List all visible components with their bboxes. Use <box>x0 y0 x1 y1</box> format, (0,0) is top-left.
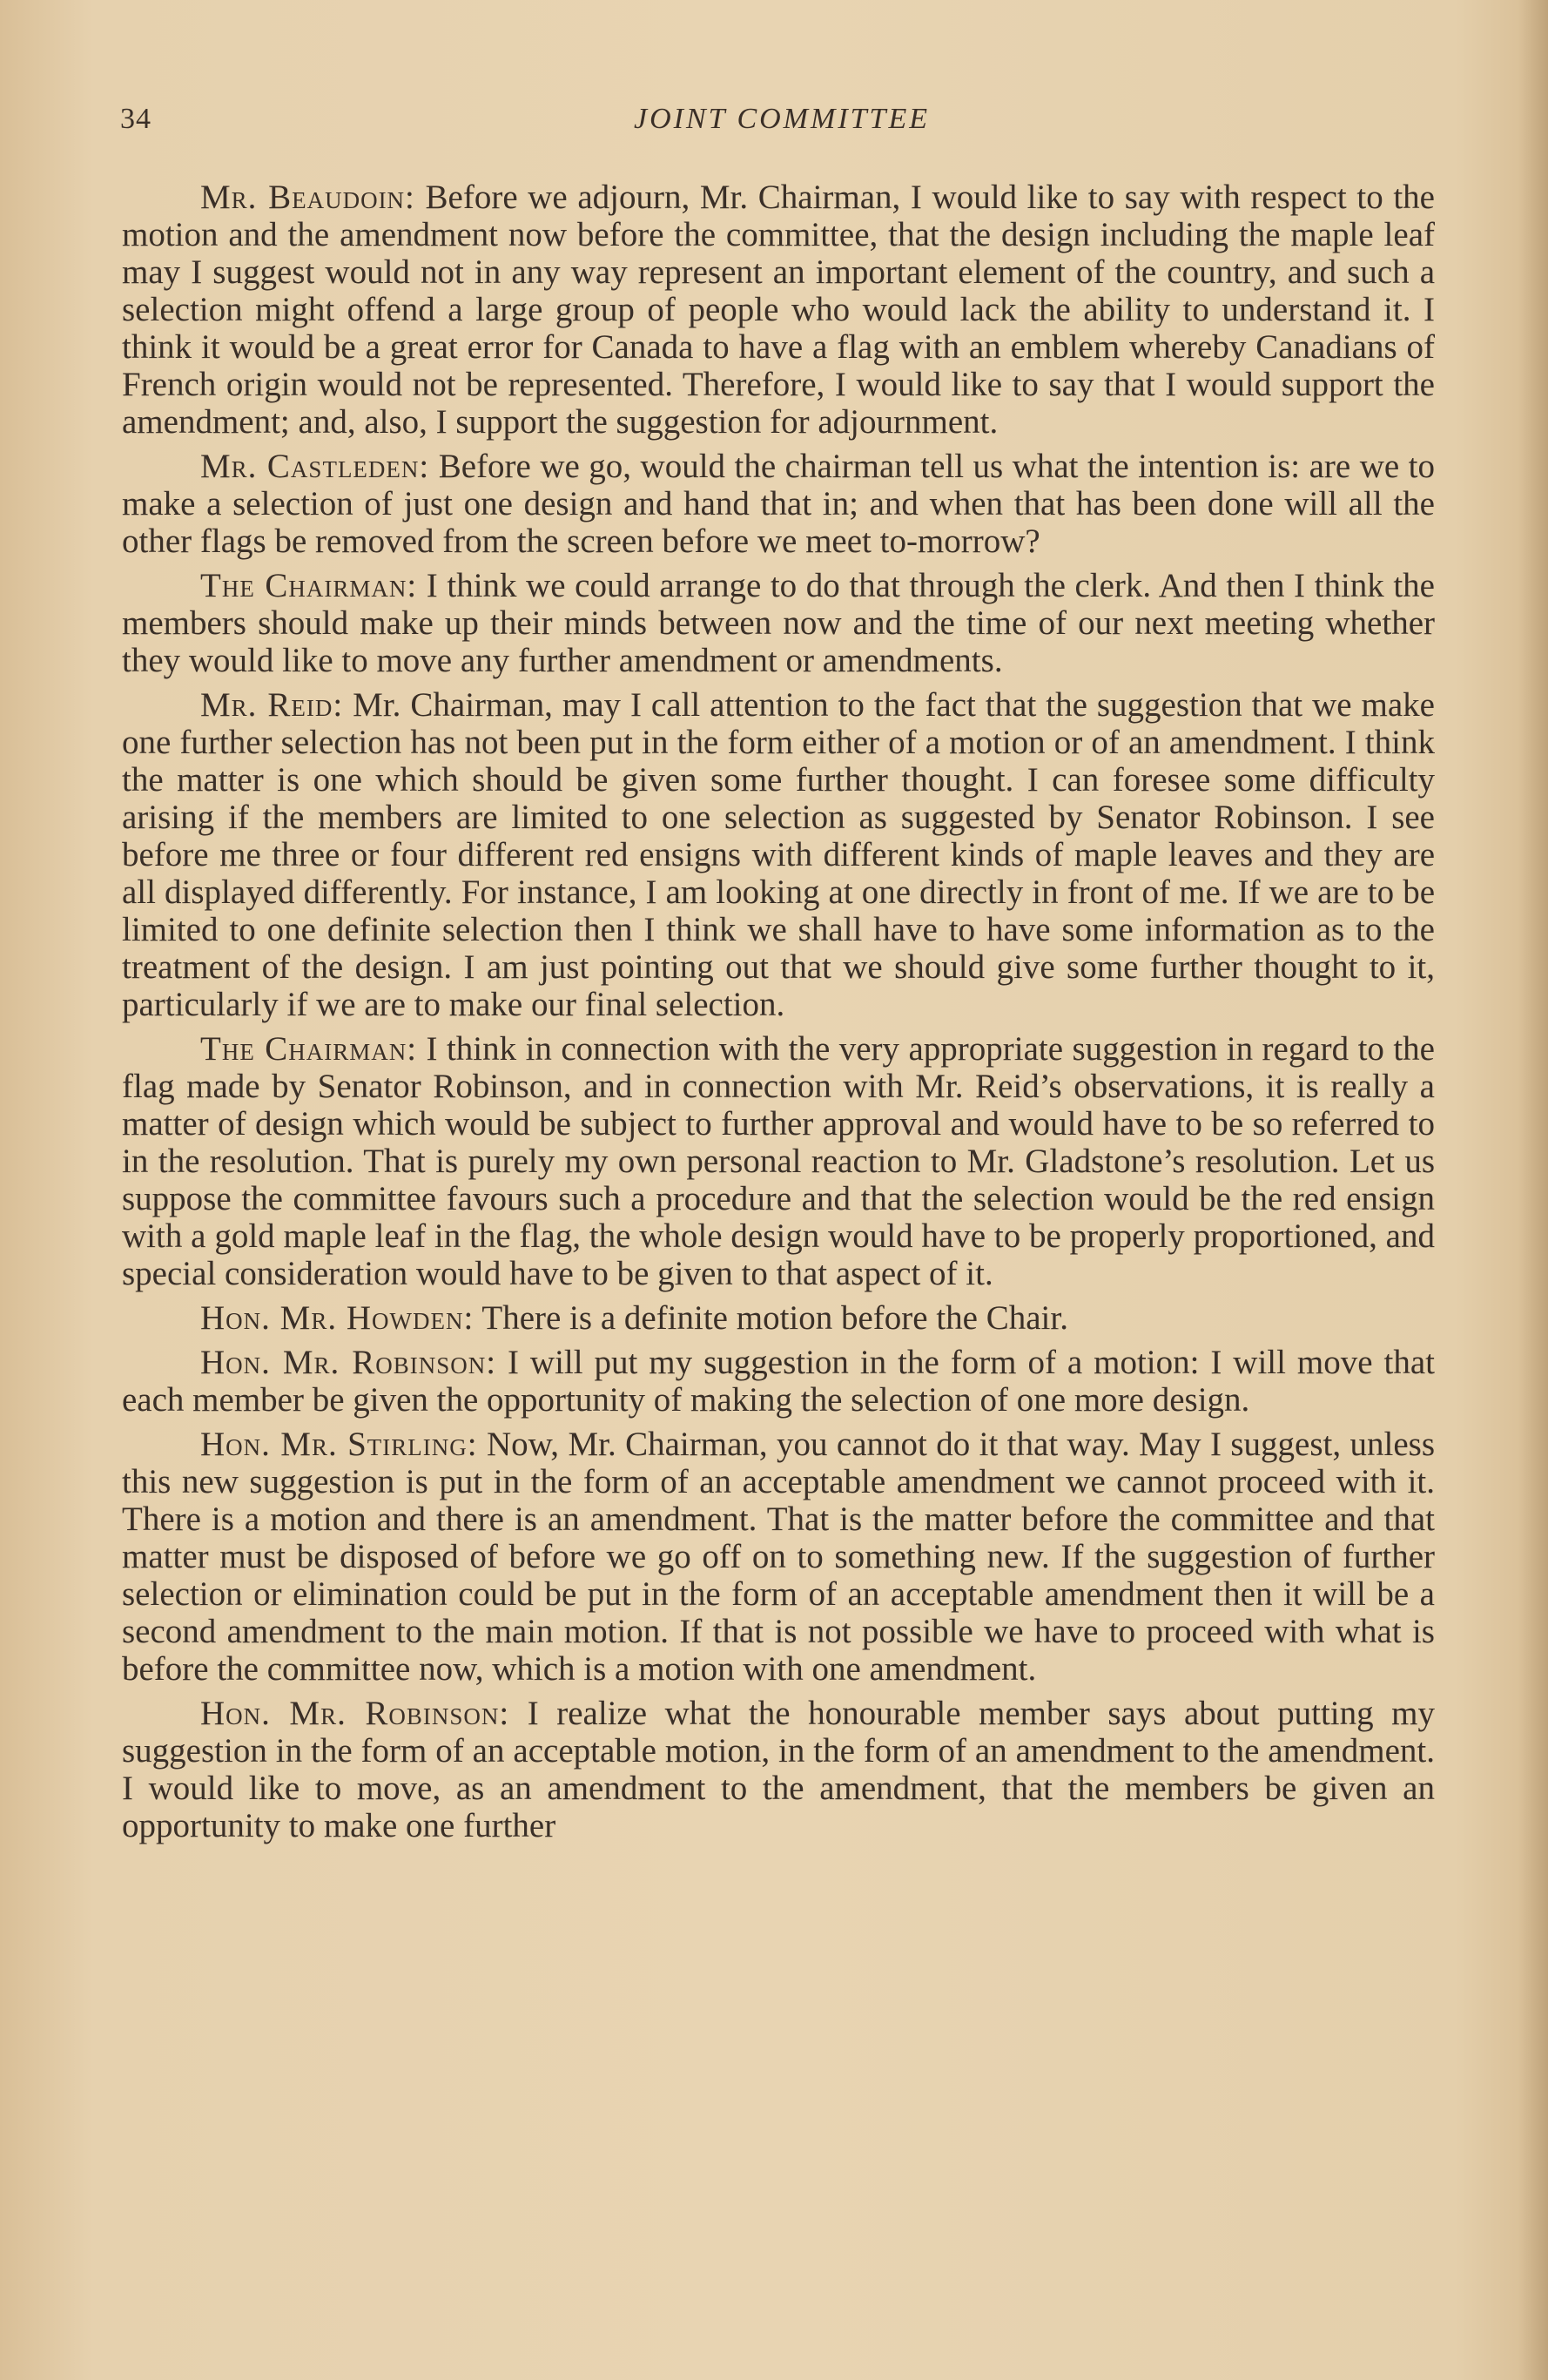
paragraph-text: I realize what the honourable member says about putting my suggestion in the form of an acceptable motion, in the form of an amendment to the amendment. I would like to move, as an amendment to the amendment, that the members be given an opportunity to make one further <box>122 1695 1435 1844</box>
speaker-name: Mr. Beaudoin: <box>200 179 415 216</box>
paragraph <box>122 686 1435 1023</box>
page-edge-shadow <box>1518 0 1548 2380</box>
paragraph-text: I think we could arrange to do that through the clerk. And then I think the members should make up their minds between now and the time of our next meeting whether they would like to move any further amendment or amendments. <box>122 567 1435 679</box>
paragraph-text: I think in connection with the very appropriate suggestion in regard to the flag made by Senator Robinson, and in connection with Mr. Reid’s observations, it is really a matter of design which would be subject to further approval and would have to be so referred to in the resolution. That is purely my own personal reaction to Mr. Gladstone’s resolution. Let us suppose the committee favours such a procedure and that the selection would be the red ensign with a gold maple leaf in the flag, the whole design would have to be properly proportioned, and special consideration would have to be given to that aspect of it. <box>122 1030 1435 1292</box>
paragraph-text: Mr. Chairman, may I call attention to the fact that the suggestion that we make one further selection has not been put in the form either of a motion or of an amendment. I think the matter is one which should be given some further thought. I can foresee some difficulty arising if the members are limited to one selection as suggested by Senator Robinson. I see before me three or four different red ensigns with different kinds of maple leaves and they are all displayed differently. For instance, I am looking at one directly in front of me. If we are to be limited to one definite selection then I think we shall have to have some information as to the treatment of the design. I am just pointing out that we should give some further thought to it, particularly if we are to make our final selection. <box>122 686 1435 1023</box>
speaker-name: The Chairman: <box>200 567 418 604</box>
speaker-name: Mr. Castleden: <box>200 448 430 485</box>
paragraph <box>122 1426 1435 1688</box>
paragraph-text: There is a definite motion before the Chair. <box>474 1299 1068 1337</box>
speaker-name: Hon. Mr. Robinson: <box>200 1695 510 1732</box>
paragraph <box>122 1344 1435 1419</box>
paragraph-text: Before we go, would the chairman tell us what the intention is: are we to make a selection of just one design and hand that in; and when that has been done will all the other flags be removed from the screen before we meet to-morrow? <box>122 448 1435 560</box>
page-header <box>120 103 1444 155</box>
paragraph <box>122 1030 1435 1292</box>
paragraph <box>122 1695 1435 1844</box>
paragraph-text: Now, Mr. Chairman, you cannot do it that way. May I suggest, unless this new suggestion is put in the form of an acceptable amendment we cannot proceed with it. There is a motion and there is an amendment. That is the matter before the committee and that matter must be disposed of before we go off on to something new. If the suggestion of further selection or elimination could be put in the form of an acceptable amendment then it will be a second amendment to the main motion. If that is not possible we have to proceed with what is before the committee now, which is a motion with one amendment. <box>122 1426 1435 1688</box>
paragraph <box>122 567 1435 679</box>
paragraph-text: Before we adjourn, Mr. Chairman, I would like to say with respect to the motion and the amendment now before the committee, that the design including the maple leaf may I suggest would not in any way represent an important element of the country, and such a selection might offend a large group of people who would lack the ability to understand it. I think it would be a great error for Canada to have a flag with an emblem whereby Canadians of French origin would not be represented. Therefore, I would like to say that I would support the amendment; and, also, I support the suggestion for adjournment. <box>122 179 1435 441</box>
speaker-name: The Chairman: <box>200 1030 418 1068</box>
transcript-body <box>122 179 1435 1851</box>
paragraph <box>122 179 1435 441</box>
speaker-name: Hon. Mr. Robinson: <box>200 1344 497 1381</box>
paragraph <box>122 1299 1435 1337</box>
speaker-name: Hon. Mr. Stirling: <box>200 1426 478 1463</box>
page-number: 34 <box>120 103 151 135</box>
speaker-name: Mr. Reid: <box>200 686 344 724</box>
speaker-name: Hon. Mr. Howden: <box>200 1299 474 1337</box>
paragraph <box>122 448 1435 560</box>
paragraph-text: I will put my suggestion in the form of a motion: I will move that each member be given the opportunity of making the selection of one more design. <box>122 1344 1435 1419</box>
running-head: JOINT COMMITTEE <box>634 103 930 135</box>
